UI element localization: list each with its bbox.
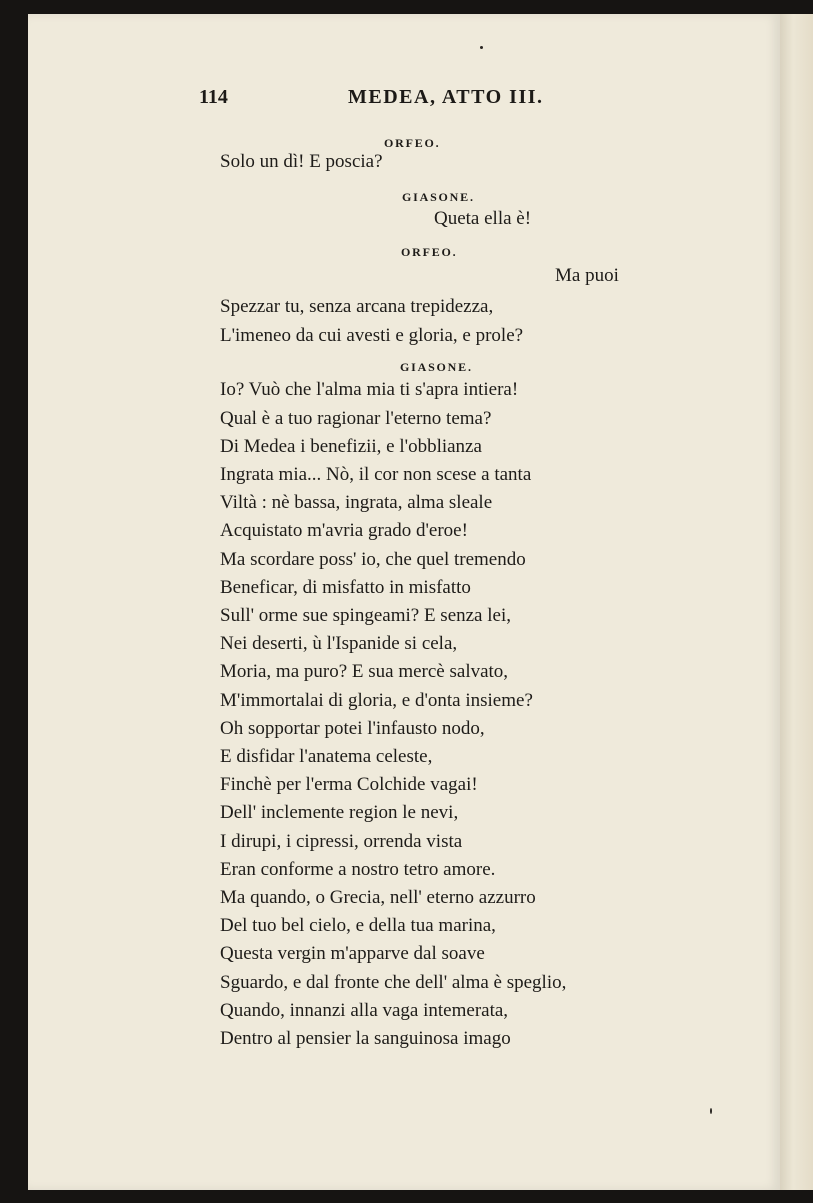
verse-line: Moria, ma puro? E sua mercè salvato, — [220, 661, 509, 682]
speaker-label: ORFEO. — [401, 245, 458, 259]
ink-speck — [480, 46, 483, 49]
verse-line: Quando, innanzi alla vaga intemerata, — [220, 1000, 509, 1021]
verse-line: Dell' inclemente region le nevi, — [220, 802, 459, 823]
verse-line: Dentro al pensier la sanguinosa imago — [220, 1028, 511, 1049]
verse-line: Queta ella è! — [434, 208, 532, 229]
verse-line: Del tuo bel cielo, e della tua marina, — [220, 915, 496, 936]
verse-line: Sguardo, e dal fronte che dell' alma è speglio, — [220, 972, 567, 993]
verse-line: Di Medea i benefizii, e l'obblianza — [220, 436, 482, 457]
speaker-label: GIASONE. — [402, 190, 475, 204]
verse-line: Finchè per l'erma Colchide vagai! — [220, 774, 478, 795]
verse-line: I dirupi, i cipressi, orrenda vista — [220, 831, 463, 852]
verse-line: Eran conforme a nostro tetro amore. — [220, 859, 496, 880]
verse-line: Viltà : nè bassa, ingrata, alma sleale — [220, 492, 493, 513]
verse-line: Sull' orme sue spingeami? E senza lei, — [220, 605, 511, 626]
verse-line: L'imeneo da cui avesti e gloria, e prole? — [220, 325, 524, 346]
verse-line: M'immortalai di gloria, e d'onta insieme? — [220, 690, 533, 711]
verse-line: Ingrata mia... Nò, il cor non scese a tanta — [220, 464, 532, 485]
verse-line: Ma scordare poss' io, che quel tremendo — [220, 549, 526, 570]
verse-line: Ma puoi — [555, 265, 619, 286]
verse-line: Questa vergin m'apparve dal soave — [220, 943, 485, 964]
verse-line: Oh sopportar potei l'infausto nodo, — [220, 718, 485, 739]
verse-line: Nei deserti, ù l'Ispanide si cela, — [220, 633, 458, 654]
running-title: MEDEA, ATTO III. — [348, 86, 544, 108]
speaker-label: GIASONE. — [400, 360, 473, 374]
verse-line: Io? Vuò che l'alma mia ti s'apra intiera! — [220, 379, 519, 400]
verse-line: Acquistato m'avria grado d'eroe! — [220, 520, 468, 541]
verse-line: Ma quando, o Grecia, nell' eterno azzurro — [220, 887, 536, 908]
verse-line: Spezzar tu, senza arcana trepidezza, — [220, 296, 494, 317]
verse-line: Solo un dì! E poscia? — [220, 151, 383, 172]
verse-line: Beneficar, di misfatto in misfatto — [220, 577, 471, 598]
verse-line: E disfidar l'anatema celeste, — [220, 746, 433, 767]
speaker-label: ORFEO. — [384, 136, 441, 150]
page-number: 114 — [199, 86, 228, 108]
verse-line: Qual è a tuo ragionar l'eterno tema? — [220, 408, 492, 429]
ink-speck — [710, 1108, 712, 1114]
